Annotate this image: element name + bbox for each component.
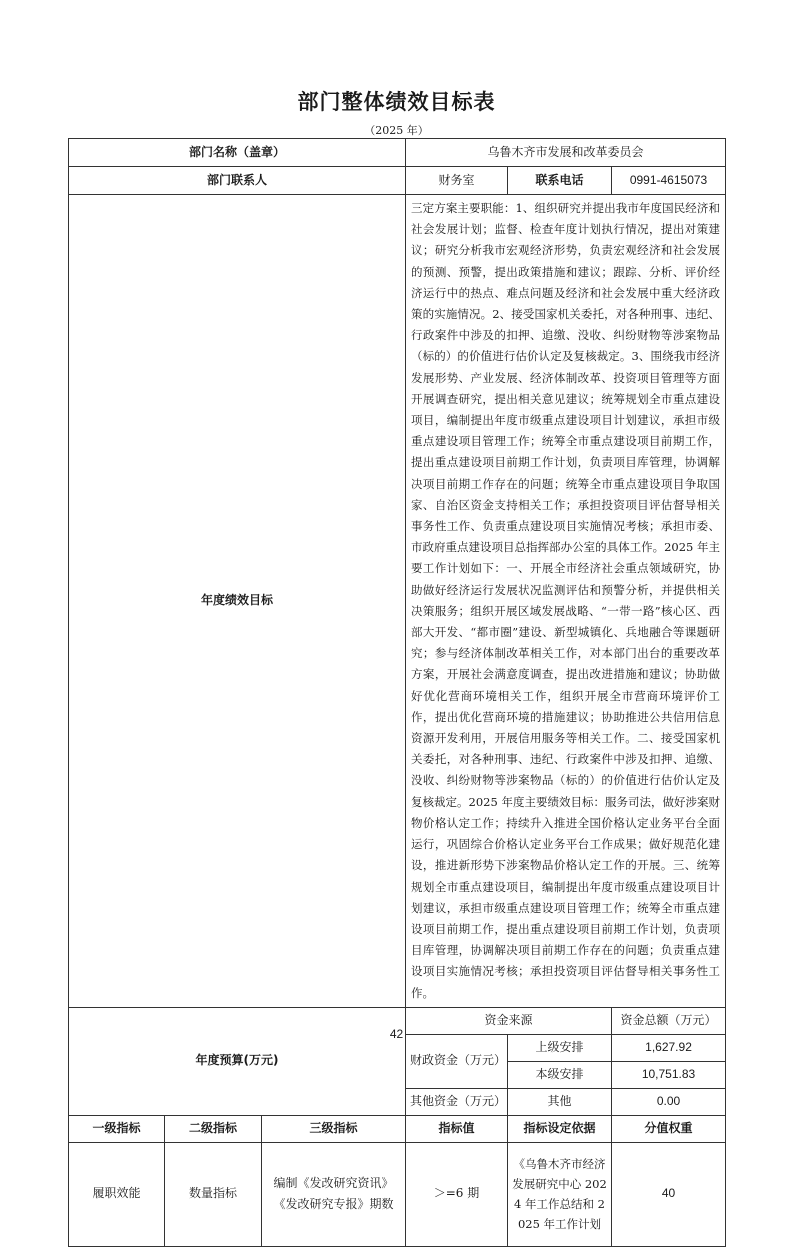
year-subtitle: （2025 年） [364, 124, 429, 137]
other-sub-label: 其他 [508, 1088, 612, 1115]
indicator-level1: 履职效能 [69, 1142, 165, 1246]
page-title: 部门整体绩效目标表 [297, 90, 496, 114]
other-fund-value: 0.00 [612, 1088, 726, 1115]
contact-row [69, 167, 726, 195]
goal-text: 三定方案主要职能：1、组织研究并提出我市年度国民经济和社会发展计划；监督、检查年度计划执行情况，提出对策建议；研究分析我市宏观经济形势，负责宏观经济和社会发展的预测、预警，提出政策措施和建议；跟踪、分析、评价经济运行中的热点、难点问题及经济和社会发展中重大经济政策的实施情况。2、接受国家机关委托，对各种刑事、违纪、行政案件中涉及的扣押、追缴、没收、纠纷财物等涉案物品（标的）的价值进行估价认定及复核裁定。3、围绕我市经济发展形势、产业发展、经济体制改革、投资项目管理等方面开展调查研究，提出相关意见建议；统筹规划全市重点建设项目，编制提出年度市级重点建设项目计划建议，承担市级重点建设项目管理工作；统筹全市重点建设项目前期工作，提出重点建设项目前期工作计划，负责项目库管理，协调解决项目前期工作存在的问题；统筹全市重点建设项目争取国家、自治区资金支持相关工作；承担投资项目评估督导相关事务性工作、负责重点建设项目实施情况考核；承担市委、市政府重点建设项目总指挥部办公室的具体工作。2025 年主要工作计划如下：一、开展全市经济社会重点领域研究，协助做好经济运行发展状况监测评估和预警分析，并提供相关决策服务；组织开展区域发展战略、“一带一路”核心区、西部大开发、“都市圈”建设、新型城镇化、兵地融合等课题研究；参与经济体制改革相关工作，对本部门出台的重要改革方案，开展社会满意度调查，提出改进措施和建议；协助做好优化营商环境相关工作，组织开展全市营商环境评价工作，提出优化营商环境的措施建议；协助推进公共信用信息资源开发利用，开展信用服务等相关工作。二、接受国家机关委托，对各种刑事、违纪、行政案件中涉及扣押、追缴、没收、纠纷财物等涉案物品（标的）的价值进行估价认定及复核裁定。2025 年度主要绩效目标：服务司法，做好涉案财物价格认定工作；持续升入推进全国价格认定业务平台全面运行，巩固综合价格认定业务平台工作成果；做好规范化建设，推进新形势下涉案物品价格认定工作的开展。三、统筹规划全市重点建设项目，编制提出年度市级重点建设项目计划建议，承担市级重点建设项目管理工作；统筹全市重点建设项目前期工作，提出重点建设项目前期工作计划，负责项目库管理，协调解决项目前期工作存在的问题；负责重点建设项目实施情况考核；承担投资项目评估督导相关事务性工作。 [406, 195, 726, 1008]
phone-label: 联系电话 [508, 167, 612, 195]
budget-label: 年度预算(万元) [69, 1007, 406, 1115]
header-basis: 指标设定依据 [508, 1115, 612, 1142]
indicator-value: ＞=6 期 [406, 1142, 508, 1246]
contact-label: 部门联系人 [69, 167, 406, 195]
other-fund-label: 其他资金（万元） [406, 1088, 508, 1115]
header-value: 指标值 [406, 1115, 508, 1142]
contact-value: 财务室 [406, 167, 508, 195]
indicator-weight: 40 [612, 1142, 726, 1246]
dept-name-label: 部门名称（盖章） [69, 139, 406, 167]
local-arrangement-label: 本级安排 [508, 1061, 612, 1088]
goal-row [69, 195, 726, 1008]
header-level1: 一级指标 [69, 1115, 165, 1142]
local-arrangement-value: 10,751.83 [612, 1061, 726, 1088]
upper-arrangement-label: 上级安排 [508, 1034, 612, 1061]
phone-value: 0991-4615073 [612, 167, 726, 195]
table-row [69, 1142, 726, 1246]
page-number: 42 [389, 1027, 404, 1041]
indicator-basis: 《乌鲁木齐市经济发展研究中心 2024 年工作总结和 2025 年工作计划 [508, 1142, 612, 1246]
goal-label: 年度绩效目标 [69, 195, 406, 1008]
fund-source-header: 资金来源 [406, 1007, 612, 1034]
dept-name-row [69, 139, 726, 167]
header-level2: 二级指标 [165, 1115, 262, 1142]
dept-name-value: 乌鲁木齐市发展和改革委员会 [406, 139, 726, 167]
fund-total-header: 资金总额（万元） [612, 1007, 726, 1034]
upper-arrangement-value: 1,627.92 [612, 1034, 726, 1061]
indicator-level3: 编制《发改研究资讯》《发改研究专报》期数 [262, 1142, 406, 1246]
fiscal-fund-label: 财政资金（万元） [406, 1034, 508, 1088]
indicator-header-row [69, 1115, 726, 1142]
header-level3: 三级指标 [262, 1115, 406, 1142]
header-weight: 分值权重 [612, 1115, 726, 1142]
performance-table [68, 138, 726, 1247]
indicator-level2: 数量指标 [165, 1142, 262, 1246]
